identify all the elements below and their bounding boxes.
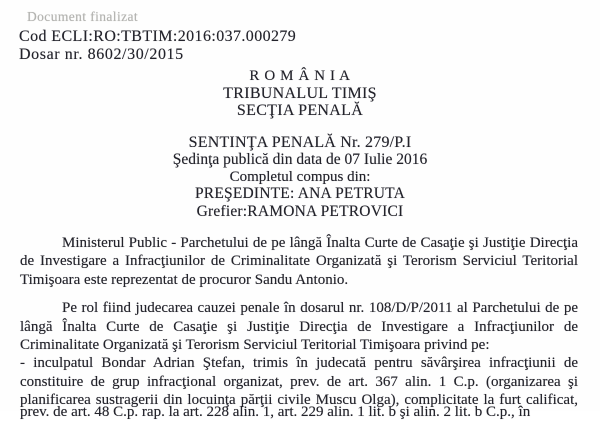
document-status-watermark: Document finalizat — [27, 9, 139, 24]
body-line: Ministerul Public - Parchetului de pe lângă Înalta Curte de Casaţie şi Justiţie Direcţia — [62, 235, 578, 251]
case-number-line: Dosar nr. 8602/30/2015 — [19, 46, 184, 63]
body-line: Timişoara este reprezentat de procuror Sandu Antonio. — [20, 271, 349, 288]
president-line: PREŞEDINTE: ANA PETRUTA — [194, 185, 406, 202]
document-body — [20, 234, 578, 421]
paragraph-prosecutor — [20, 234, 578, 289]
body-line: planificarea sustragerii din locuinţa părţii civile Muscu Olga), complicitate la furt calificat, — [20, 392, 578, 409]
court-name-heading: TRIBUNALUL TIMIŞ — [223, 85, 377, 102]
paragraph-defendant — [20, 354, 578, 409]
clipped-bottom-line: prev. de art. 48 C.p. rap. la art. 228 alin. 1, art. 229 alin. 1 lit. b şi alin. 2 lit. b C.p., în — [20, 403, 531, 420]
sentence-title: SENTINŢA PENALĂ Nr. 279/P.I — [188, 134, 412, 151]
body-line: Criminalitate Organizată şi Terorism Serviciul Teritorial Timişoara privind pe: — [20, 336, 490, 353]
paragraph-case-intro — [20, 299, 578, 354]
clerk-line: Grefier:RAMONA PETROVICI — [196, 203, 404, 220]
ecli-code-line: Cod ECLI:RO:TBTIM:2016:037.000279 — [19, 28, 297, 45]
body-line: de Investigare a Infracţiunilor de Criminalitate Organizată şi Terorism Serviciul Teritorial — [20, 253, 578, 270]
body-line: lângă Înalta Curte de Casaţie şi Justiţie Direcţia de Investigare a Infracţiunilor de — [20, 318, 578, 335]
body-line: constituire de grup infracţional organizat, prev. de art. 367 alin. 1 C.p. (organizarea şi — [20, 373, 578, 390]
country-heading: R O M Â N I A — [249, 68, 351, 84]
panel-intro-line: Completul compus din: — [229, 169, 371, 185]
body-line: - inculpatul Bondar Adrian Ştefan, trimis în judecată pentru săvârşirea infracţiunii de — [20, 355, 578, 372]
session-date-line: Şedinţa publică din data de 07 Iulie 2016 — [172, 151, 428, 168]
court-section-heading: SECŢIA PENALĂ — [236, 102, 364, 119]
body-line: Pe rol fiind judecarea cauzei penale în dosarul nr. 108/D/P/2011 al Parchetului de pe — [62, 300, 578, 317]
